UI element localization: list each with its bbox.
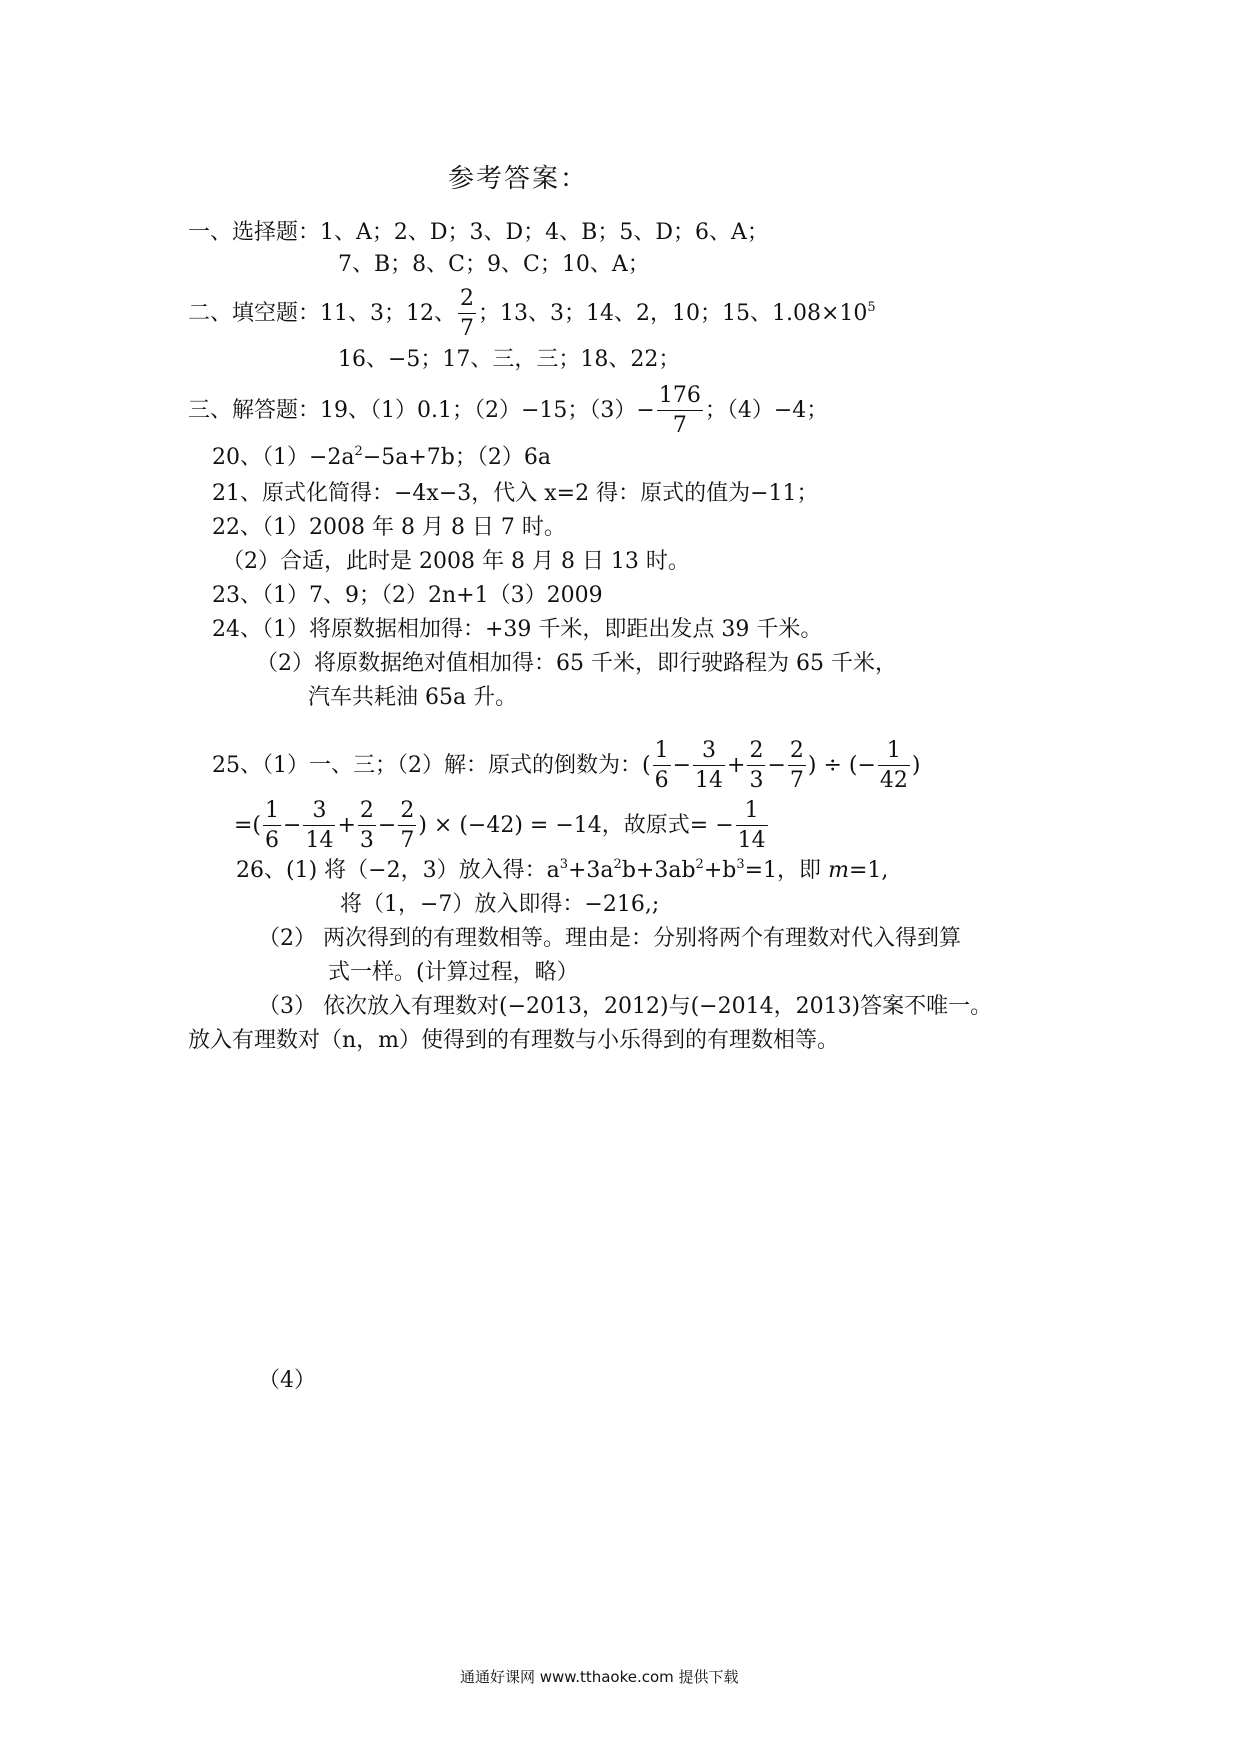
fraction-denominator: 3 — [749, 768, 764, 793]
answer-26-line-1 — [236, 856, 888, 886]
answer-25-line-2 — [234, 800, 770, 852]
answers-13-15: ；13、3；14、2，10；15、1.08×10 — [478, 301, 868, 326]
fraction-denominator: 7 — [789, 768, 804, 793]
fraction-numerator: 3 — [693, 740, 725, 766]
answer-19-part-b: ；（4）−4； — [704, 398, 829, 423]
operator: ) ÷ (− — [807, 753, 876, 778]
answer-24-part-3: 汽车共耗油 65a 升。 — [308, 685, 518, 710]
answer-22-part-2: （2）合适，此时是 2008 年 8 月 8 日 13 时。 — [222, 549, 690, 574]
answer-26-line-3: （2） 两次得到的有理数相等。理由是：分别将两个有理数对代入得到算 — [258, 926, 961, 951]
answer-21: 21、原式化简得：−4x−3，代入 x=2 得：原式的值为−11； — [212, 481, 819, 506]
fraction-numerator: 3 — [303, 800, 335, 826]
fraction — [788, 740, 806, 792]
fraction-numerator: 1 — [263, 800, 281, 826]
fraction — [358, 800, 376, 852]
answer-24-part-1: 24、（1）将原数据相加得：+39 千米，即距出发点 39 千米。 — [212, 617, 823, 642]
fraction — [693, 740, 725, 792]
answer-20 — [212, 443, 551, 473]
fraction-numerator: 2 — [398, 800, 416, 826]
fraction-12 — [458, 288, 476, 340]
answer-26-line-2: 将（1，−7）放入即得：−216,; — [340, 892, 660, 917]
fraction-denominator: 7 — [400, 828, 415, 853]
fraction-numerator: 2 — [458, 288, 476, 314]
fraction-19 — [657, 385, 703, 437]
fraction — [398, 800, 416, 852]
operator: − — [377, 813, 397, 838]
exponent: 2 — [613, 857, 622, 872]
answer-26-text: +3a — [567, 858, 614, 883]
fraction-numerator: 2 — [358, 800, 376, 826]
part-4-label: （4） — [258, 1368, 316, 1393]
section-3-heading: 三、解答题： — [188, 398, 321, 423]
answer-26-text: b+3ab — [621, 858, 696, 883]
fraction-numerator: 2 — [788, 740, 806, 766]
exponent: 2 — [354, 444, 363, 459]
fraction-denominator: 6 — [265, 828, 280, 853]
section-1-heading: 一、选择题： — [188, 220, 321, 245]
answer-11-12: 11、3；12、 — [320, 301, 457, 326]
answer-26-line-5: （3） 依次放入有理数对(−2013，2012)与(−2014，2013)答案不唯一。 — [258, 994, 993, 1019]
operator: − — [283, 813, 302, 838]
exponent: 2 — [695, 857, 704, 872]
fraction-denominator: 14 — [737, 828, 766, 853]
section-1-row-2: 7、B；8、C；9、C；10、A； — [338, 252, 650, 277]
fraction-numerator: 1 — [653, 740, 671, 766]
section-1-row-1 — [188, 218, 769, 248]
section-2-heading: 二、填空题： — [188, 301, 321, 326]
answer-20-text-b: −5a+7b；（2）6a — [362, 445, 551, 470]
fraction-denominator: 14 — [305, 828, 334, 853]
exponent: 3 — [559, 857, 568, 872]
fraction — [303, 800, 335, 852]
answer-26-line-4: 式一样。(计算过程，略） — [328, 960, 579, 985]
footer-text: 通通好课网 www.tthaoke.com 提供下载 — [460, 1668, 739, 1686]
answer-22-part-1: 22、（1）2008 年 8 月 8 日 7 时。 — [212, 515, 566, 540]
fraction-numerator: 1 — [736, 800, 768, 826]
fraction-numerator: 2 — [747, 740, 765, 766]
fraction — [878, 740, 910, 792]
answer-24-part-2: （2）将原数据绝对值相加得：65 千米，即行驶路程为 65 千米， — [256, 651, 897, 676]
answer-19-part-a: 19、（1）0.1；（2）−15；（3）− — [320, 398, 655, 423]
section-2-row-2: 16、−5；17、三，三；18、22； — [338, 347, 681, 372]
fraction — [263, 800, 281, 852]
answer-26-text: =1, — [848, 858, 889, 883]
answer-25-result: ) × (−42) = −14，故原式= − — [418, 813, 734, 838]
variable-m: m — [828, 858, 849, 883]
exponent: 3 — [736, 857, 745, 872]
fraction-numerator: 1 — [878, 740, 910, 766]
answer-26-text: 26、(1) 将（−2，3）放入得：a — [236, 858, 560, 883]
exponent: 5 — [867, 300, 876, 315]
operator: + — [337, 813, 356, 838]
answer-26-text: =1，即 — [744, 858, 829, 883]
answer-25-line-1 — [212, 740, 921, 792]
page-title: 参考答案： — [448, 164, 589, 194]
fraction-denominator: 7 — [460, 316, 475, 341]
answer-25-text: 25、（1）一、三；（2）解：原式的倒数为：( — [212, 753, 651, 778]
section-2-row-1 — [188, 288, 876, 340]
fraction — [653, 740, 671, 792]
fraction-numerator: 176 — [657, 385, 703, 411]
operator: − — [767, 753, 786, 778]
answers-1-6: 1、A；2、D；3、D；4、B；5、D；6、A； — [320, 220, 769, 245]
answer-26-text: +b — [703, 858, 737, 883]
fraction-denominator: 6 — [654, 768, 669, 793]
operator: =( — [234, 813, 262, 838]
fraction — [736, 800, 768, 852]
fraction-denominator: 3 — [359, 828, 374, 853]
operator: − — [672, 753, 692, 778]
fraction-denominator: 14 — [695, 768, 724, 793]
fraction-denominator: 7 — [672, 413, 687, 438]
fraction-denominator: 42 — [879, 768, 908, 793]
section-3-row-1 — [188, 385, 828, 437]
answer-23: 23、（1）7、9；（2）2n+1（3）2009 — [212, 583, 603, 608]
answer-20-text-a: 20、（1）−2a — [212, 445, 355, 470]
fraction — [747, 740, 765, 792]
operator: + — [727, 753, 746, 778]
operator: ) — [911, 753, 921, 778]
answer-26-line-6: 放入有理数对（n，m）使得到的有理数与小乐得到的有理数相等。 — [188, 1028, 840, 1053]
